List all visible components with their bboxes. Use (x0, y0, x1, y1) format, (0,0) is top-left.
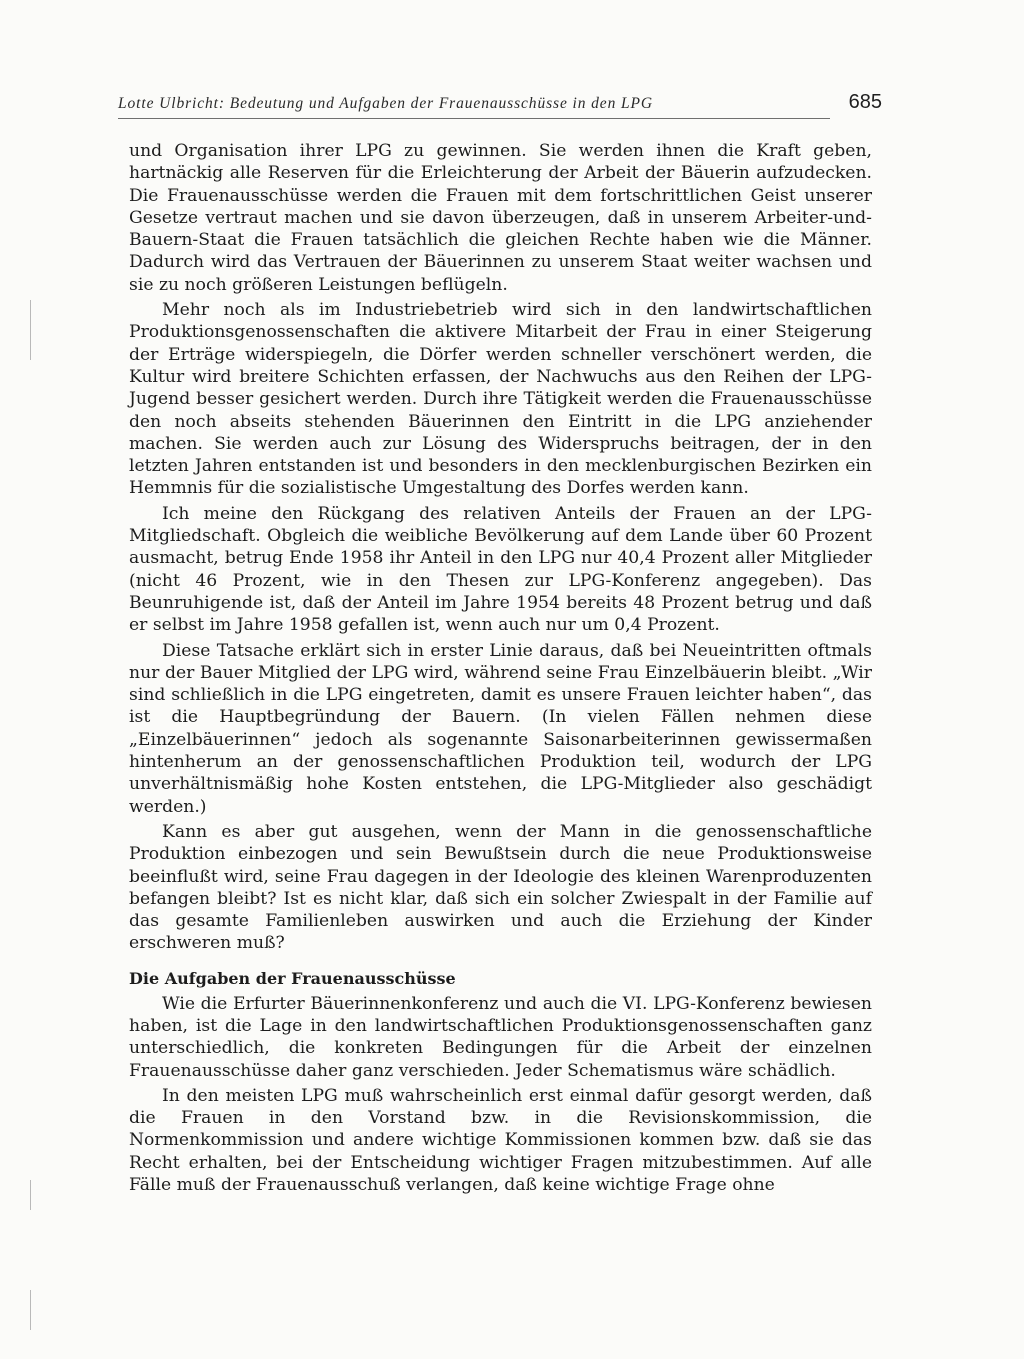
paragraph: Mehr noch als im Industriebetrieb wird sich in den landwirtschaftlichen Produktionsgenossenschaften die aktivere Mitarbeit der Frau in einer Steigerung der Erträge widerspiegeln, die Dörfer werden schneller verschönert werden, die Kultur wird breitere Schichten erfassen, der Nachwuchs aus den Reihen der LPG-Jugend besser gesichert werden. Durch ihre Tätigkeit werden die Frauenausschüsse den noch abseits stehenden Bäuerinnen den Eintritt in die LPG anziehender machen. Sie werden auch zur Lösung des Widerspruchs beitragen, der in den letzten Jahren entstanden ist und besonders in den mecklenburgischen Bezirken ein Hemmnis für die sozialistische Umgestaltung des Dorfes werden kann. (129, 300, 872, 499)
paragraph: Diese Tatsache erklärt sich in erster Linie daraus, daß bei Neueintritten oftmals nur der Bauer Mitglied der LPG wird, während seine Frau Einzelbäuerin bleibt. „Wir sind schließlich in die LPG eingetreten, damit es unsere Frauen leichter haben“, das ist die Hauptbegründung der Bauern. (In vielen Fällen nehmen diese „Einzelbäuerinnen“ jedoch als sogenannte Saisonarbeiterinnen gewissermaßen hintenherum an der genossenschaftlichen Produktion teil, wodurch der LPG unverhältnismäßig hohe Kosten entstehen, die LPG-Mitglieder also geschädigt werden.) (129, 640, 872, 817)
margin-scan-mark (30, 1290, 31, 1330)
running-head: Lotte Ulbricht: Bedeutung und Aufgaben der Frauenausschüsse in den LPG (118, 95, 653, 112)
margin-scan-mark (30, 1180, 31, 1210)
paragraph: In den meisten LPG muß wahrscheinlich erst einmal dafür gesorgt werden, daß die Frauen in den Vorstand bzw. in die Revisionskommission, die Normenkommission und andere wichtige Kommissionen kommen bzw. daß sie das Recht erhalten, bei der Entscheidung wichtiger Fragen mitzubestimmen. Auf alle Fälle muß der Frauenausschuß verlangen, daß keine wichtige Frage ohne (129, 1085, 872, 1196)
header-rule (118, 118, 830, 119)
page-number: 685 (848, 91, 882, 113)
body-text (129, 140, 872, 1199)
paragraph: Ich meine den Rückgang des relativen Anteils der Frauen an der LPG-Mitgliedschaft. Obgleich die weibliche Bevölkerung auf dem Lande über 60 Prozent ausmacht, betrug Ende 1958 ihr Anteil in den LPG nur 40,4 Prozent aller Mitglieder (nicht 46 Prozent, wie in den Thesen zur LPG-Konferenz angegeben). Das Beunruhigende ist, daß der Anteil im Jahre 1954 bereits 48 Prozent betrug und daß er selbst im Jahre 1958 gefallen ist, wenn auch nur um 0,4 Prozent. (129, 503, 872, 636)
page-header (118, 91, 882, 121)
paragraph: und Organisation ihrer LPG zu gewinnen. Sie werden ihnen die Kraft geben, hartnäckig alle Reserven für die Erleichterung der Arbeit der Bäuerin aufzudecken. Die Frauenausschüsse werden die Frauen mit dem fortschrittlichen Geist unserer Gesetze vertraut machen und sie davon überzeugen, daß in unserem Arbeiter-und-Bauern-Staat die Frauen tatsächlich die gleichen Rechte haben wie die Männer. Dadurch wird das Vertrauen der Bäuerinnen zu unserem Staat weiter wachsen und sie zu noch größeren Leistungen beflügeln. (129, 141, 872, 295)
paragraph: Kann es aber gut ausgehen, wenn der Mann in die genossenschaftliche Produktion einbezogen und sein Bewußtsein durch die neue Produktionsweise beeinflußt wird, seine Frau dagegen in der Ideologie des kleinen Warenproduzenten befangen bleibt? Ist es nicht klar, daß sich ein solcher Zwiespalt in der Familie auf das gesamte Familienleben auswirken und auch die Erziehung der Kinder erschweren muß? (129, 821, 872, 954)
margin-scan-mark (30, 300, 31, 360)
section-heading: Die Aufgaben der Frauenausschüsse (129, 968, 456, 988)
paragraph: Wie die Erfurter Bäuerinnenkonferenz und auch die VI. LPG-Konferenz bewiesen haben, ist die Lage in den landwirtschaftlichen Produktionsgenossenschaften ganz unterschiedlich, die konkreten Bedingungen für die Arbeit der einzelnen Frauenausschüsse daher ganz verschieden. Jeder Schematismus wäre schädlich. (129, 993, 872, 1081)
